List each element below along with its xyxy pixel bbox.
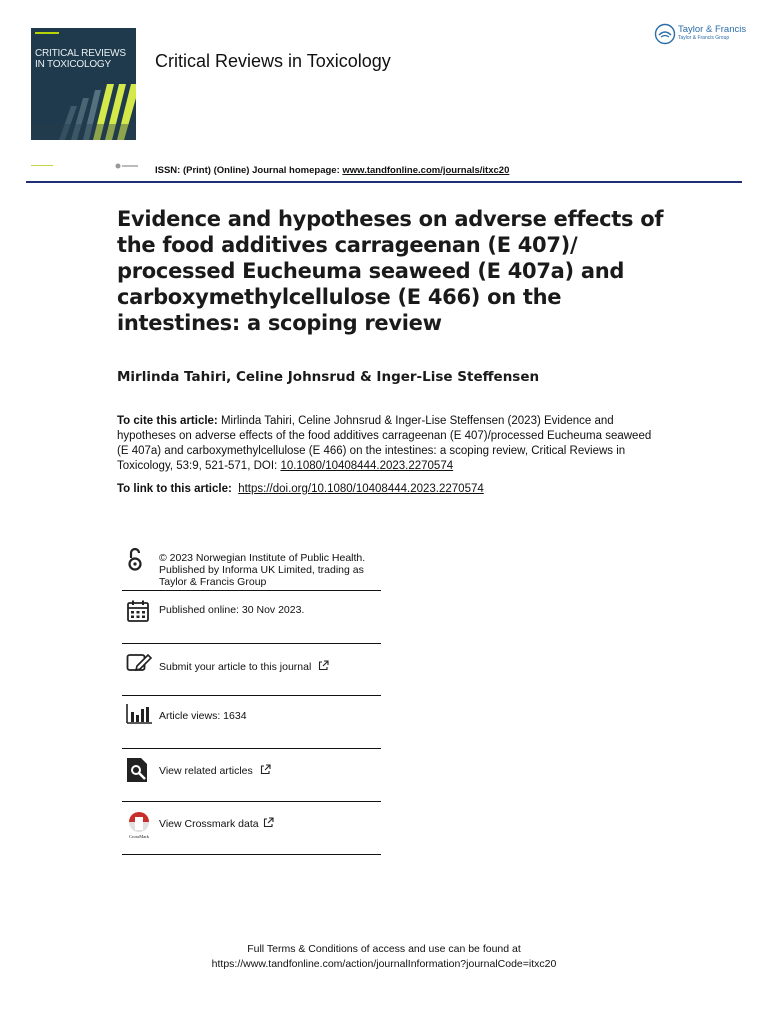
external-link-icon bbox=[318, 660, 329, 671]
link-line bbox=[117, 483, 484, 495]
link-label: To link to this article: bbox=[117, 483, 232, 495]
related-articles-label: View related articles bbox=[159, 765, 253, 777]
article-authors: Mirlinda Tahiri, Celine Johnsrud & Inger-Lise Steffensen bbox=[117, 369, 540, 385]
citation-block bbox=[117, 414, 657, 474]
article-views: Article views: 1634 bbox=[159, 710, 247, 722]
open-access-icon bbox=[127, 547, 143, 573]
cite-doi-link[interactable]: 10.1080/10408444.2023.2270574 bbox=[280, 460, 454, 472]
terms-line-1: Full Terms & Conditions of access and use can be found at bbox=[247, 943, 521, 955]
submit-article-row[interactable] bbox=[122, 643, 381, 696]
cite-label: To cite this article: bbox=[117, 415, 218, 427]
small-logo-icon bbox=[115, 163, 139, 169]
submit-article-link[interactable] bbox=[159, 660, 329, 673]
publisher-logo-icon bbox=[654, 23, 676, 45]
calendar-icon bbox=[126, 599, 150, 623]
search-document-icon bbox=[126, 757, 148, 783]
article-views-row bbox=[122, 695, 381, 749]
decorative-line bbox=[31, 165, 53, 166]
published-row bbox=[122, 590, 381, 644]
copyright-row bbox=[122, 545, 381, 591]
crossmark-link[interactable] bbox=[159, 817, 274, 830]
submit-article-label: Submit your article to this journal bbox=[159, 661, 312, 673]
issn-line bbox=[155, 165, 509, 176]
crossmark-row[interactable] bbox=[122, 801, 381, 855]
cover-stripes-graphic bbox=[31, 28, 136, 140]
header-divider bbox=[26, 181, 742, 183]
journal-homepage-link[interactable]: www.tandfonline.com/journals/itxc20 bbox=[342, 165, 510, 176]
terms-url[interactable]: https://www.tandfonline.com/action/journalInformation?journalCode=itxc20 bbox=[211, 958, 557, 970]
related-articles-link[interactable] bbox=[159, 764, 271, 777]
bar-chart-icon bbox=[126, 704, 152, 724]
external-link-icon bbox=[263, 817, 274, 828]
copyright-text: © 2023 Norwegian Institute of Public Health. Published by Informa UK Limited, trading as Taylor & Francis Group bbox=[159, 552, 366, 588]
edit-icon bbox=[126, 651, 152, 675]
journal-cover-image bbox=[31, 28, 136, 140]
crossmark-icon-label: CrossMark bbox=[129, 834, 149, 839]
publisher-name: Taylor & Francis bbox=[678, 24, 747, 35]
cover-title: CRITICAL REVIEWS IN TOXICOLOGY bbox=[35, 48, 126, 70]
issn-label: ISSN: (Print) (Online) Journal homepage: bbox=[155, 165, 340, 176]
terms-footer bbox=[0, 942, 768, 972]
publisher-subname: Taylor & Francis Group bbox=[678, 35, 730, 41]
crossmark-icon bbox=[126, 811, 152, 839]
publisher-logo[interactable] bbox=[654, 22, 746, 46]
external-link-icon bbox=[260, 764, 271, 775]
cite-text: Mirlinda Tahiri, Celine Johnsrud & Inger-Lise Steffensen (2023) Evidence and hypotheses on adverse effects of the food additives carrageenan (E 407)/processed Eucheuma seaweed (E 407a) and carboxymethylcellulose (E 466) on the intestines: a scoping review, Critical Reviews in Toxicology, 53:9, 521-571, DOI: bbox=[117, 415, 652, 472]
published-date: Published online: 30 Nov 2023. bbox=[159, 604, 305, 616]
journal-title[interactable]: Critical Reviews in Toxicology bbox=[155, 51, 391, 71]
related-articles-row[interactable] bbox=[122, 748, 381, 802]
crossmark-label: View Crossmark data bbox=[159, 818, 259, 830]
article-title: Evidence and hypotheses on adverse effects of the food additives carrageenan (E 407)/ processed Eucheuma seaweed (E 407a) and carboxymethylcellulose (E 466) on the intestines: a scoping review bbox=[117, 207, 664, 335]
doi-link[interactable]: https://doi.org/10.1080/10408444.2023.2270574 bbox=[238, 483, 484, 495]
